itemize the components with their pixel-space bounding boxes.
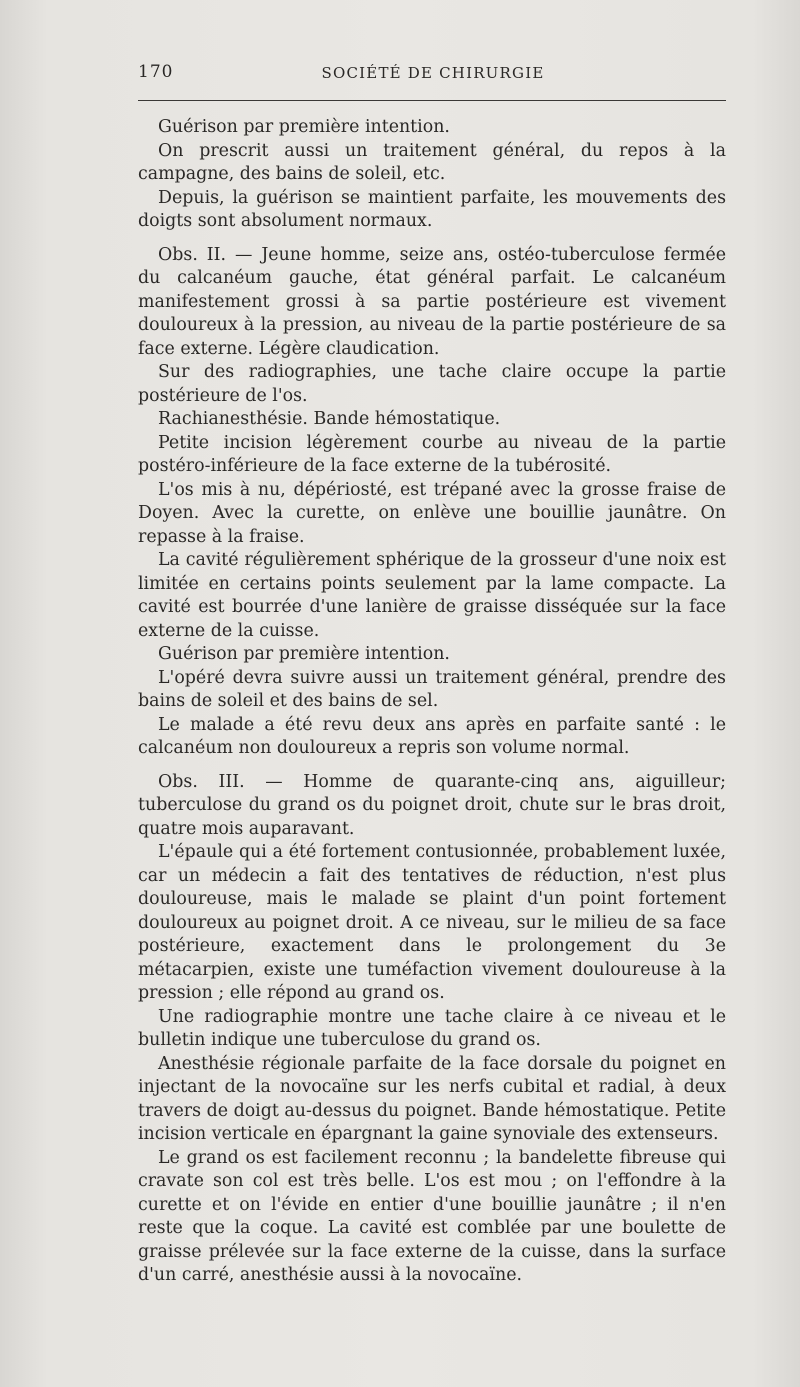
paragraph: L'os mis à nu, dépériosté, est trépané avec la grosse fraise de Doyen. Avec la curette, on enlève une bouillie jaunâtre. On repasse à la fraise. [138, 479, 726, 547]
paragraph: On prescrit aussi un traitement général, du repos à la campagne, des bains de soleil, etc. [138, 140, 726, 184]
paragraph-obs-3: Obs. III. — Homme de quarante-cinq ans, aiguilleur; tuberculose du grand os du poignet droit, chute sur le bras droit, quatre mois auparavant. [138, 771, 726, 839]
page-number: 170 [138, 62, 174, 82]
paragraph: L'épaule qui a été fortement contusionnée, probablement luxée, car un médecin a fait des tentatives de réduction, n'est plus douloureuse, mais le malade se plaint d'un point fortement douloureux au poignet droit. A ce niveau, sur le milieu de sa face postérieure, exactement dans le prolongement du 3e métacarpien, existe une tuméfaction vivement douloureuse à la pression ; elle répond au grand os. [138, 842, 726, 1003]
page-header [138, 58, 728, 92]
paragraph: Le malade a été revu deux ans après en parfaite santé : le calcanéum non douloureux a repris son volume normal. [138, 714, 726, 758]
paragraph: Sur des radiographies, une tache claire occupe la partie postérieure de l'os. [138, 362, 726, 406]
paragraph: Le grand os est facilement reconnu ; la bandelette fibreuse qui cravate son col est très belle. L'os est mou ; on l'effondre à la curette et on l'évide en entier d'une bouillie jaunâtre ; il n'en reste que la coque. La cavité est comblée par une boulette de graisse prélevée sur la face externe de la cuisse, dans la surface d'un carré, anesthésie aussi à la novocaïne. [138, 1147, 726, 1285]
paragraph: Depuis, la guérison se maintient parfaite, les mouvements des doigts sont absolument normaux. [138, 187, 726, 231]
paragraph: Guérison par première intention. [158, 644, 450, 664]
running-title: SOCIÉTÉ DE CHIRURGIE [321, 64, 545, 82]
paragraph: Rachianesthésie. Bande hémostatique. [158, 409, 501, 429]
paragraph: La cavité régulièrement sphérique de la grosseur d'une noix est limitée en certains points seulement par la lame compacte. La cavité est bourrée d'une lanière de graisse disséquée sur la face externe de la cuisse. [138, 550, 726, 641]
paragraph: L'opéré devra suivre aussi un traitement général, prendre des bains de soleil et des bains de sel. [138, 667, 726, 711]
paragraph-obs-2: Obs. II. — Jeune homme, seize ans, ostéo-tuberculose fermée du calcanéum gauche, état général parfait. Le calcanéum manifestement grossi à sa partie postérieure est vivement douloureux à la pression, au niveau de la partie postérieure de sa face externe. Légère claudication. [138, 244, 726, 359]
paragraph: Guérison par première intention. [158, 117, 450, 137]
paragraph: Une radiographie montre une tache claire à ce niveau et le bulletin indique une tuberculose du grand os. [138, 1006, 726, 1050]
body-text [138, 116, 726, 1288]
paragraph: Petite incision légèrement courbe au niveau de la partie postéro-inférieure de la face externe de la tubérosité. [138, 432, 726, 476]
paragraph: Anesthésie régionale parfaite de la face dorsale du poignet en injectant de la novocaïne sur les nerfs cubital et radial, à deux travers de doigt au-dessus du poignet. Bande hémostatique. Petite incision verticale en épargnant la gaine synoviale des extenseurs. [138, 1053, 726, 1144]
header-rule [138, 100, 726, 101]
